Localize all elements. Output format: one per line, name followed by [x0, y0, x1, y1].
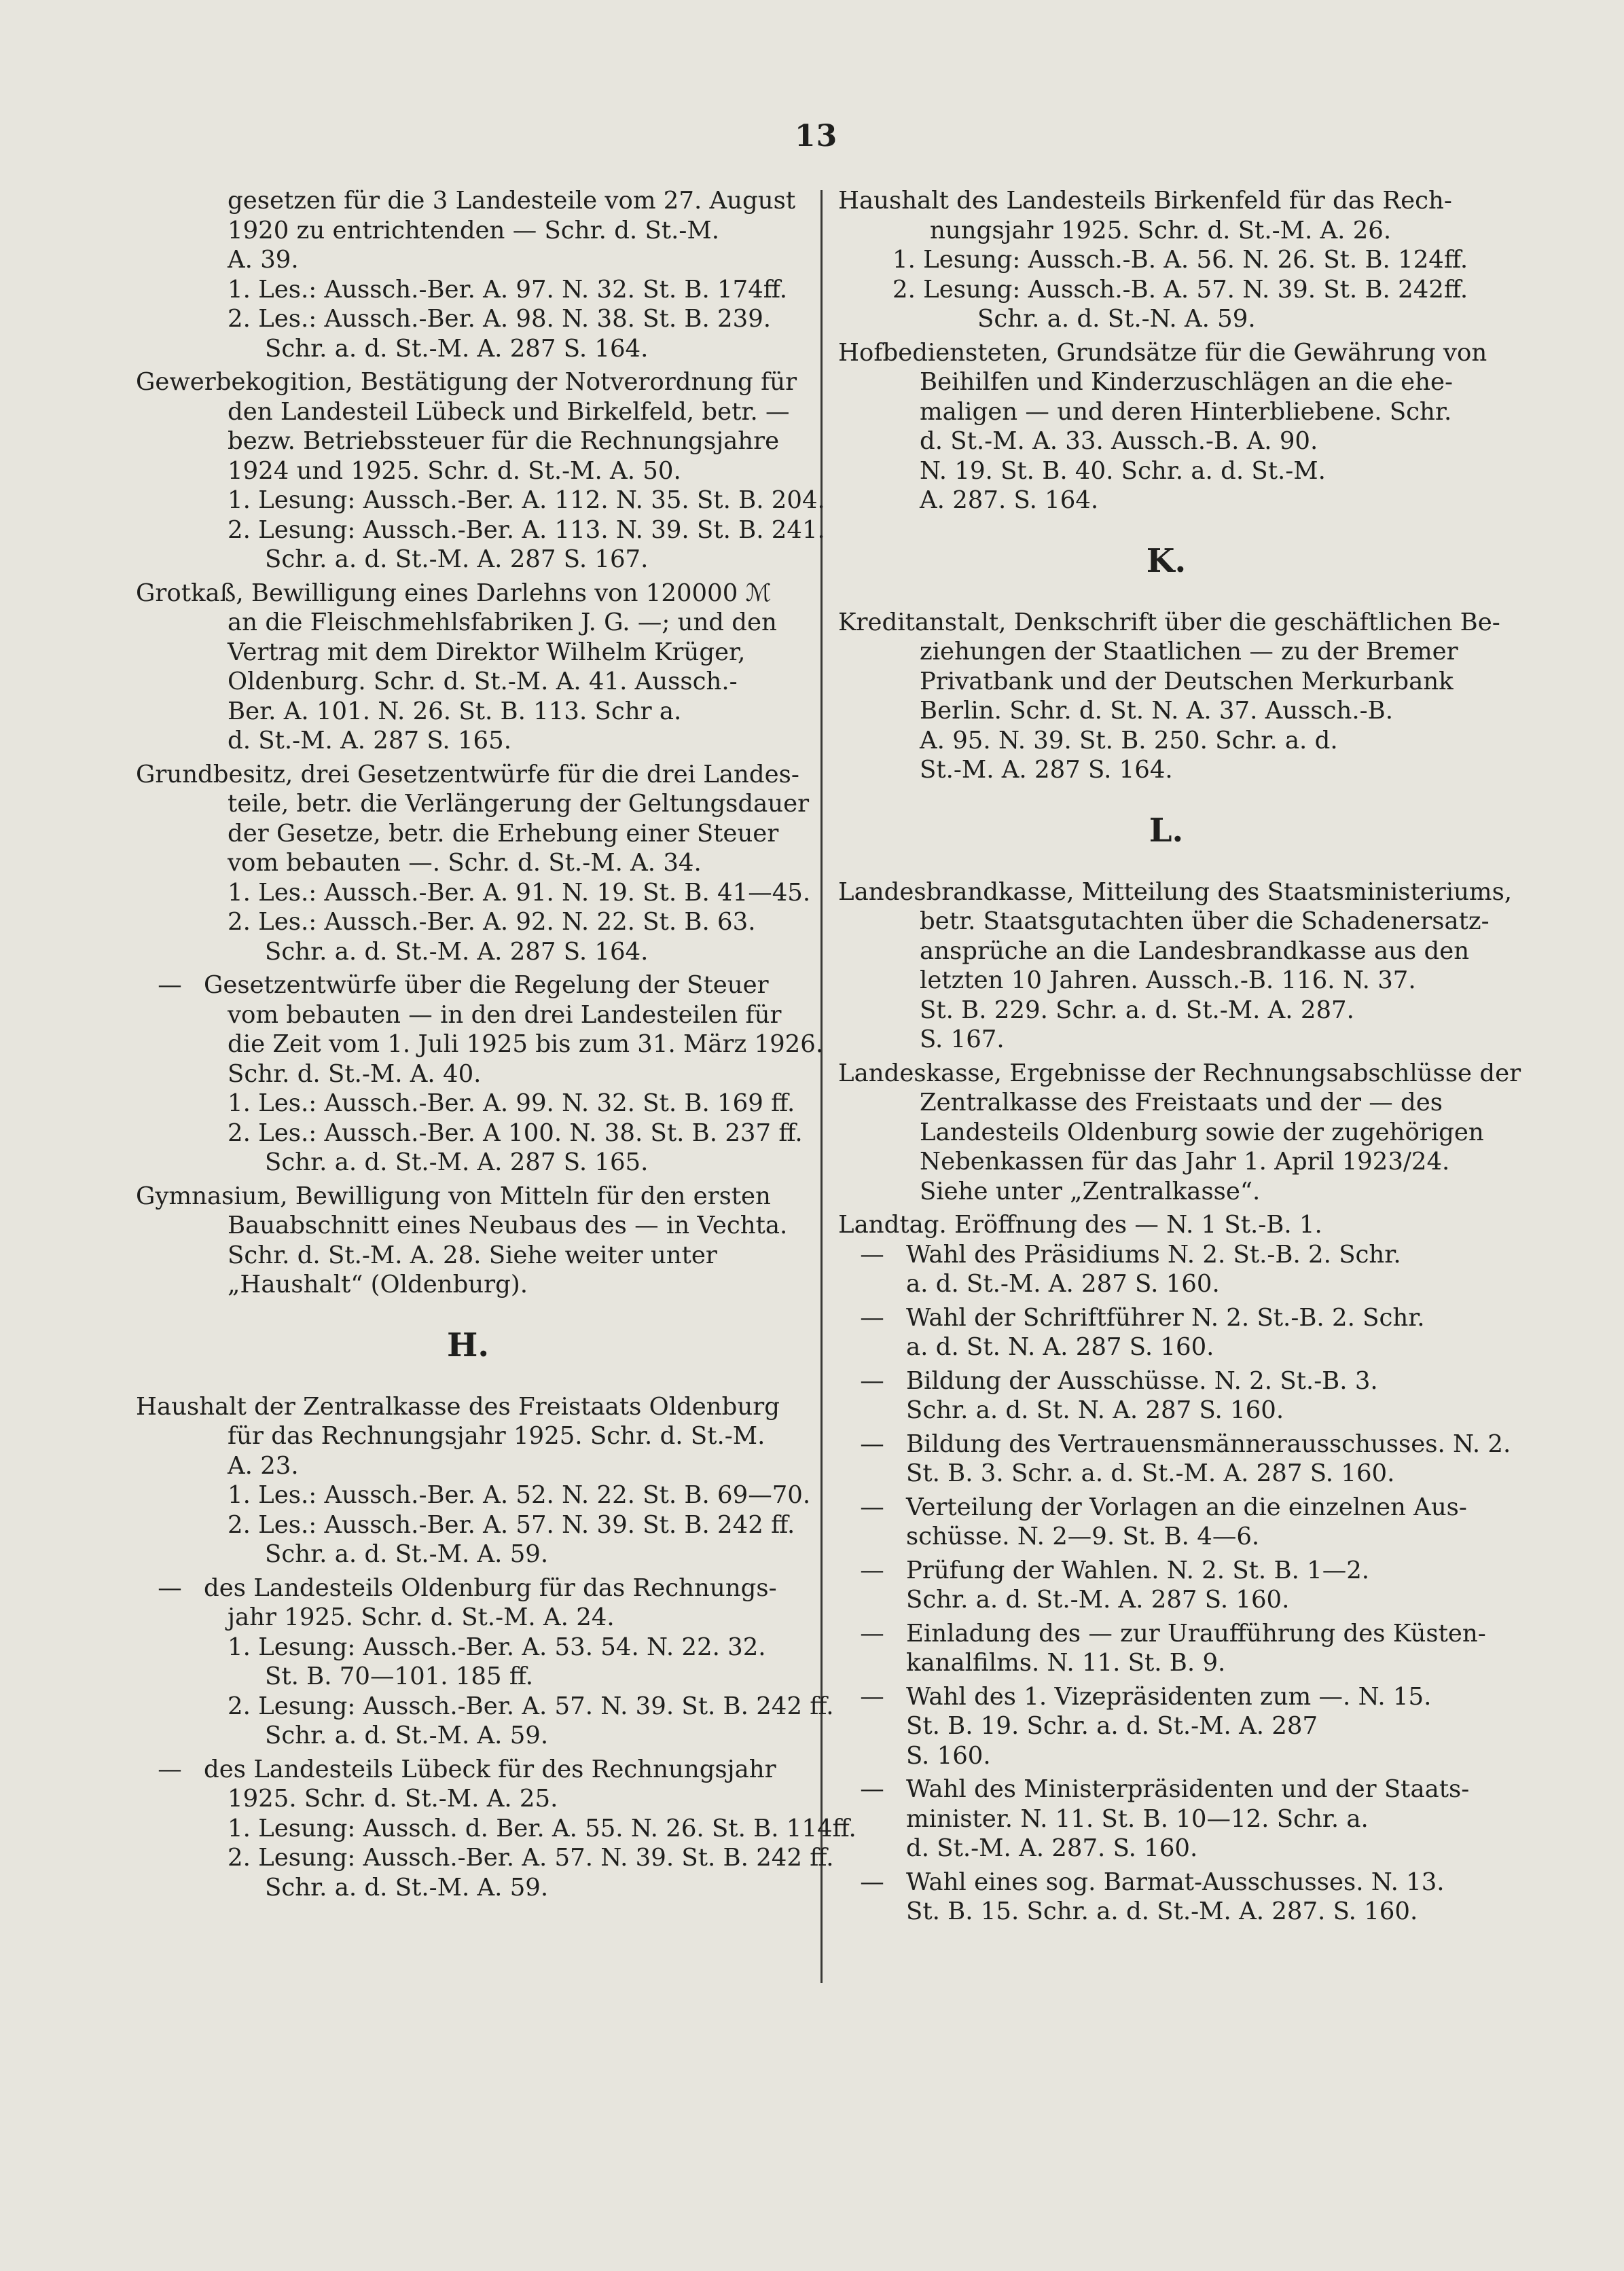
reading-line: 1. Les.: Aussch.-Ber. A. 52. N. 22. St. B. 69—70. [228, 1481, 811, 1509]
entry-line [838, 1430, 1511, 1459]
landtag-subentry [838, 1366, 1494, 1425]
entry-line: letzten 10 Jahren. Aussch.-B. 116. N. 37. [920, 966, 1416, 994]
entry-text: Wahl der Schriftführer N. 2. St.-B. 2. Schr. [906, 1303, 1425, 1332]
reference-line: Schr. a. d. St.-M. A. 59. [265, 1722, 549, 1749]
landtag-subentry [838, 1556, 1494, 1615]
entry-line: Oldenburg. Schr. d. St.-M. A. 41. Aussch.- [228, 668, 738, 695]
entry-line: der Gesetze, betr. die Erhebung einer Steuer [228, 819, 779, 848]
entry-line: Nebenkassen für das Jahr 1. April 1923/24. [920, 1148, 1450, 1176]
reference-line: Schr. a. d. St.-M. A. 287 S. 164. [265, 334, 649, 363]
landtag-subentry [838, 1682, 1494, 1771]
entry-line: betr. Staatsgutachten über die Schadenersatz- [920, 907, 1490, 935]
reference-line: Schr. a. d. St.-M. A. 59. [265, 1540, 549, 1568]
entry-kreditanstalt [838, 608, 1500, 785]
entry-line: Zentralkasse des Freistaats und der — des [920, 1089, 1443, 1116]
entry-headword-line: Landtag. Eröffnung des — N. 1 St.-B. 1. [838, 1211, 1322, 1239]
landtag-subentry [838, 1619, 1494, 1678]
entry-line: A. 39. [228, 246, 299, 274]
reading-line: 2. Les.: Aussch.-Ber. A. 57. N. 39. St. B. 242 ff. [228, 1510, 795, 1539]
entry-line: ansprüche an die Landesbrandkasse aus den [920, 937, 1470, 965]
entry-hofbedienstete [838, 338, 1494, 515]
entry-text: Prüfung der Wahlen. N. 2. St. B. 1—2. [906, 1556, 1370, 1584]
entry-landesbrandkasse [838, 877, 1513, 1055]
entry-line: St.-M. A. 287 S. 164. [920, 756, 1173, 784]
reading-line: 2. Lesung: Aussch.-Ber. A. 57. N. 39. St. B. 242 ff. [228, 1692, 834, 1720]
entry-headword-line: Haushalt der Zentralkasse des Freistaats Oldenburg [136, 1392, 780, 1421]
reading-line: 1. Lesung: Aussch.-B. A. 56. N. 26. St. B. 124ff. [892, 246, 1468, 274]
entry-line: St. B. 3. Schr. a. d. St.-M. A. 287 S. 160. [906, 1459, 1395, 1487]
reading-line: 2. Lesung: Aussch.-Ber. A. 57. N. 39. St. B. 242 ff. [228, 1844, 834, 1872]
entry-haushalt-oldenburg [136, 1574, 834, 1751]
reading-line: 2. Les.: Aussch.-Ber. A 100. N. 38. St. B. 237 ff. [228, 1119, 803, 1147]
entry-text: Wahl des Präsidiums N. 2. St.-B. 2. Schr. [906, 1240, 1401, 1269]
reference-line: Schr. a. d. St.-M. A. 287 S. 164. [265, 937, 649, 966]
continuation-dash: — [860, 1366, 884, 1395]
entry-line [838, 1619, 1494, 1649]
entry-line: S. 167. [920, 1025, 1005, 1053]
entry-line [136, 970, 800, 1000]
entry-haushalt-birkenfeld [838, 186, 1494, 334]
entry-grotkass [136, 579, 800, 756]
entry-line: Schr. a. d. St.-M. A. 287 S. 160. [906, 1586, 1290, 1614]
entry-headword-line: Hofbediensteten, Grundsätze für die Gewährung von [838, 338, 1487, 367]
continuation-dash: — [860, 1493, 884, 1521]
entry-text: Gesetzentwürfe über die Regelung der Steuer [204, 971, 769, 999]
entry-line: gesetzen für die 3 Landesteile vom 27. August [228, 187, 796, 215]
landtag-subentry [838, 1303, 1494, 1362]
entry-line: für das Rechnungsjahr 1925. Schr. d. St.-M. [228, 1422, 765, 1450]
entry-text: Einladung des — zur Uraufführung des Küsten- [906, 1619, 1486, 1648]
entry-line [136, 1755, 800, 1785]
entry-line: Beihilfen und Kinderzuschlägen an die ehe- [920, 368, 1453, 396]
entry-line [838, 1775, 1494, 1804]
entry-headword-line: Gewerbekogition, Bestätigung der Notverordnung für [136, 368, 797, 396]
entry-line: 1924 und 1925. Schr. d. St.-M. A. 50. [228, 456, 681, 485]
continuation-dash: — [860, 1240, 884, 1269]
entry-headword-line: Grundbesitz, drei Gesetzentwürfe für die drei Landes- [136, 760, 799, 788]
entry-headword-line: Landesbrandkasse, Mitteilung des Staatsministeriums, [838, 877, 1513, 906]
entry-text: des Landesteils Lübeck für des Rechnungsjahr [204, 1755, 776, 1783]
entry-line: ziehungen der Staatlichen — zu der Bremer [920, 638, 1458, 666]
page-number: 13 [795, 119, 838, 153]
reading-line: 1. Les.: Aussch.-Ber. A. 97. N. 32. St. B. 174ff. [228, 275, 788, 304]
entry-line: Schr. a. d. St. N. A. 287 S. 160. [906, 1396, 1284, 1424]
reference-line: Schr. a. d. St.-M. A. 287 S. 167. [265, 545, 649, 573]
entry-line: a. d. St. N. A. 287 S. 160. [906, 1333, 1214, 1361]
continuation-dash: — [860, 1682, 884, 1711]
entry-line: Bauabschnitt eines Neubaus des — in Vechta. [228, 1212, 788, 1239]
entry-headword-line: Grotkaß, Bewilligung eines Darlehns von 120000 ℳ [136, 579, 772, 607]
entry-line: A. 95. N. 39. St. B. 250. Schr. a. d. [920, 726, 1338, 755]
entry-headword-line: Gymnasium, Bewilligung von Mitteln für den ersten [136, 1182, 771, 1210]
continuation-dash: — [158, 1574, 182, 1602]
entry-line: St. B. 19. Schr. a. d. St.-M. A. 287 [906, 1712, 1318, 1740]
section-letter-h: H. [446, 1326, 490, 1364]
entry-text: Bildung des Vertrauensmännerausschusses. N. 2. [906, 1430, 1511, 1458]
entry-line: nungsjahr 1925. Schr. d. St.-M. A. 26. [930, 216, 1392, 244]
section-letter-l: L. [1149, 811, 1184, 850]
entry-line [838, 1366, 1494, 1396]
reading-line: 1. Lesung: Aussch.-Ber. A. 112. N. 35. St. B. 204. [228, 486, 825, 514]
entry-line: maligen — und deren Hinterbliebene. Schr. [920, 397, 1452, 426]
continuation-dash: — [860, 1303, 884, 1332]
entry-text: Wahl eines sog. Barmat-Ausschusses. N. 13. [906, 1868, 1445, 1896]
entry-line: Landesteils Oldenburg sowie der zugehörigen [920, 1118, 1484, 1146]
reading-line: 1. Lesung: Aussch.-Ber. A. 53. 54. N. 22. 32. [228, 1633, 766, 1661]
entry-line: Schr. d. St.-M. A. 28. Siehe weiter unter [228, 1241, 717, 1269]
entry-line: St. B. 15. Schr. a. d. St.-M. A. 287. S. 160. [906, 1897, 1418, 1925]
reading-line: 2. Les.: Aussch.-Ber. A. 98. N. 38. St. B. 239. [228, 305, 772, 333]
entry-line [838, 1303, 1494, 1333]
section-letter-k: K. [1146, 541, 1187, 580]
entry-line [838, 1556, 1494, 1586]
continuation-dash: — [158, 1755, 182, 1783]
entry-line: den Landesteil Lübeck und Birkelfeld, betr. — [228, 397, 790, 426]
entry-line: d. St.-M. A. 287 S. 165. [228, 727, 511, 755]
reading-line: 1. Les.: Aussch.-Ber. A. 91. N. 19. St. B. 41—45. [228, 878, 811, 907]
entry-line: Vertrag mit dem Direktor Wilhelm Krüger, [228, 638, 746, 666]
entry-haushalt-luebeck [136, 1755, 856, 1903]
landtag-subentry [838, 1430, 1511, 1489]
right-column [838, 186, 1521, 1931]
reading-line: 1. Lesung: Aussch. d. Ber. A. 55. N. 26. St. B. 114ff. [228, 1814, 856, 1842]
entry-headword-line: Kreditanstalt, Denkschrift über die geschäftlichen Be- [838, 608, 1500, 636]
entry-grundbesitz-sub [136, 970, 824, 1178]
entry-grundbesitz [136, 760, 811, 967]
continuation-dash: — [860, 1556, 884, 1584]
entry-line: S. 160. [906, 1741, 991, 1770]
entry-landeskasse [838, 1059, 1521, 1207]
entry-line: vom bebauten — in den drei Landesteilen für [228, 1000, 782, 1029]
reading-line: 1. Les.: Aussch.-Ber. A. 99. N. 32. St. B. 169 ff. [228, 1089, 795, 1117]
entry-line: Privatbank und der Deutschen Merkurbank [920, 667, 1454, 695]
landtag-subentry [838, 1775, 1494, 1864]
continuation-dash: — [860, 1775, 884, 1803]
entry-line: a. d. St.-M. A. 287 S. 160. [906, 1270, 1220, 1298]
entry-line: bezw. Betriebssteuer für die Rechnungsjahre [228, 427, 780, 455]
landtag-subentries [838, 1240, 1511, 1927]
entry-line: A. 287. S. 164. [920, 486, 1099, 514]
entry-line: Schr. d. St.-M. A. 40. [228, 1059, 482, 1088]
entry-line: „Haushalt“ (Oldenburg). [228, 1271, 528, 1298]
entry-text: Verteilung der Vorlagen an die einzelnen Aus- [906, 1493, 1467, 1521]
entry-text: Wahl des Ministerpräsidenten und der Staats- [906, 1775, 1470, 1803]
entry-line: Berlin. Schr. d. St. N. A. 37. Aussch.-B. [920, 697, 1393, 725]
continuation-dash: — [860, 1619, 884, 1648]
continuation-dash: — [860, 1430, 884, 1458]
entry-headword-line: Haushalt des Landesteils Birkenfeld für das Rech- [838, 187, 1452, 215]
entry-text: des Landesteils Oldenburg für das Rechnungs- [204, 1574, 777, 1602]
entry-line: St. B. 229. Schr. a. d. St.-M. A. 287. [920, 996, 1354, 1024]
entry-line [838, 1493, 1494, 1523]
entry-line: 1920 zu entrichtenden — Schr. d. St.-M. [228, 216, 719, 244]
entry-headword-line: Landeskasse, Ergebnisse der Rechnungsabschlüsse der [838, 1059, 1521, 1087]
entry-landtag [838, 1210, 1511, 1927]
entry-line: teile, betr. die Verlängerung der Geltungsdauer [228, 790, 810, 818]
entry-line: 1925. Schr. d. St.-M. A. 25. [228, 1785, 558, 1813]
entry-line: vom bebauten —. Schr. d. St.-M. A. 34. [228, 849, 702, 877]
entry-line: d. St.-M. A. 33. Aussch.-B. A. 90. [920, 427, 1318, 455]
entry-text: Wahl des 1. Vizepräsidenten zum —. N. 15. [906, 1682, 1432, 1711]
entry-gymnasium [136, 1182, 800, 1300]
landtag-subentry [838, 1493, 1494, 1552]
landtag-subentry [838, 1868, 1494, 1927]
reference-line: Schr. a. d. St.-M. A. 59. [265, 1873, 549, 1902]
landtag-subentry [838, 1240, 1494, 1299]
entry-line [838, 1868, 1494, 1897]
continuation-dash: — [158, 971, 182, 999]
continuation-dash: — [860, 1868, 884, 1896]
entry-line: N. 19. St. B. 40. Schr. a. d. St.-M. [920, 456, 1326, 485]
entry-haushalt [136, 1392, 811, 1569]
entry-line: d. St.-M. A. 287. S. 160. [906, 1834, 1198, 1862]
left-column [136, 186, 856, 1906]
entry-line: A. 23. [228, 1451, 299, 1480]
entry-text: Bildung der Ausschüsse. N. 2. St.-B. 3. [906, 1366, 1378, 1395]
reading-line: St. B. 70—101. 185 ff. [265, 1663, 534, 1690]
reference-line: Schr. a. d. St.-M. A. 287 S. 165. [265, 1148, 649, 1176]
reading-line: 2. Lesung: Aussch.-Ber. A. 113. N. 39. St. B. 241. [228, 515, 825, 544]
entry-line: an die Fleischmehlsfabriken J. G. —; und den [228, 608, 777, 636]
entry-line: jahr 1925. Schr. d. St.-M. A. 24. [228, 1603, 615, 1631]
entry-line [838, 1240, 1494, 1270]
entry-line: die Zeit vom 1. Juli 1925 bis zum 31. März 1926. [228, 1030, 824, 1058]
entry-gewerbe [136, 367, 825, 575]
reference-line: Schr. a. d. St.-N. A. 59. [977, 305, 1256, 333]
entry-line: kanalfilms. N. 11. St. B. 9. [906, 1649, 1226, 1677]
entry-line: Ber. A. 101. N. 26. St. B. 113. Schr a. [228, 697, 682, 725]
entry-line [838, 1682, 1494, 1712]
entry-line: Siehe unter „Zentralkasse“. [920, 1177, 1261, 1205]
entry-line: schüsse. N. 2—9. St. B. 4—6. [906, 1523, 1260, 1550]
reading-line: 2. Lesung: Aussch.-B. A. 57. N. 39. St. B. 242ff. [892, 275, 1468, 304]
entry-line [136, 1574, 800, 1603]
reading-line: 2. Les.: Aussch.-Ber. A. 92. N. 22. St. B. 63. [228, 908, 756, 936]
entry-line: minister. N. 11. St. B. 10—12. Schr. a. [906, 1804, 1369, 1833]
entry-continuation [136, 186, 800, 363]
